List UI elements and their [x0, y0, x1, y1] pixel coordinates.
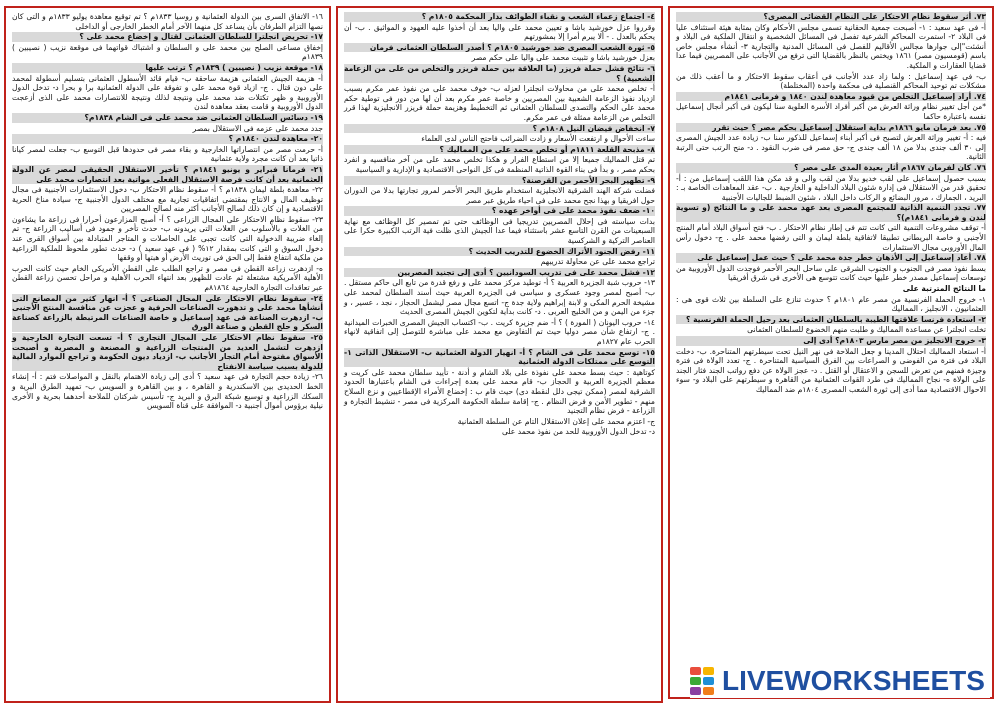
answer-text: تم قتل المماليك جميعا إلا من استطاع الفرار و هكذا تخلص محمد على من آخر منافسيه و انفرد بحكم مصر ، و بدأ فى بناء القوة الذاتية المنظمة فى كل النواحى الاقتصادية و الإدارية و السياسية [344, 155, 655, 174]
question-heading: ٢٠- معاهدة لندن ١٨٤٠م ؟ [12, 134, 323, 144]
question-heading: ١٥- توسع محمد على فى الشام ؟ أ- انهيار الدولة العثمانية ب- الاستقلال الذاتى ١- التوسع على ممتلكات الدولة العثمانية [344, 347, 655, 367]
question-heading: ٥- ثورة الشعب المصرى ضد خورشيد ١٨٠٥م ؟ أصدر السلطان العثمانى فرمان [344, 43, 655, 53]
answer-text: ٢٣- سقوط نظام الاحتكار على المجال الزراعى ؟ أ- أصبح المزارعون أحرارا فى زراعة ما يشاءون من الغلات و بالأسلوب من الغلات التى يريدونه ب- حدث تأخر و جمود فى أساليب الزراعة ج- تم إلغاء ضريبة الدخولية التى كانت تجبى على الحاصلات و المتاجر المتبادلة بين أسواق القرى عند دخول السوق و التى كانت بمقدار ١٢% ( فى عهد سعيد ) د- حدث تطور ملحوظ للملكية الزراعية من ملكية انتفاع فقط إلى الحق فى توريث الأرض أو هبتها أو وقفها [12, 214, 323, 263]
question-heading: ٨- مذبحة القلعة ١٨١١م أو تخلص محمد على من المماليك ؟ [344, 145, 655, 155]
liveworksheets-wordmark: LIVEWORKSHEETS [722, 665, 985, 696]
answer-text: ١- خروج الحملة الفرنسية من مصر عام ١٨٠١م ؟ حدوث تنازع على السلطة بين ثلاث قوى هى : العثمانيون ، الانجليز ، المماليك [676, 294, 986, 314]
section-heading: ما النتائج المترتبة على [902, 284, 986, 294]
question-heading: ١٩- دسائس السلطان العثمانى ضد محمد على فى الشام ١٨٣٨م؟ [12, 113, 323, 123]
answer-text: إخفاق مساعى الصلح بين محمد على و السلطان و اشتباك قواتهما فى موقعة نزيب ( نصيبين ) ١٨٣٩م [12, 42, 323, 62]
question-heading: ٧٥. بعد فرمان مايو ١٨٦٦م بداية استقلال إسماعيل بحكم مصر ؟ حيث تقرر [676, 123, 986, 133]
answer-text: بعزل خورشيد باشا و تثبيت محمد على واليا على حكم مصر [471, 53, 655, 63]
answer-text: د- تدخل الدول الأوروبية للحد من نفوذ محمد على [501, 427, 655, 437]
answer-text: ج- اعتزم محمد على إعلان الاستقلال التام عن السلطة العثمانية [457, 416, 655, 426]
question-heading: ٢٤- سقوط نظام الاحتكار على المجال الصناعى ؟ أ- انهار كثير من المصانع التى أنشأها محمد على و تدهورت الصناعات الحرفية و عجزت عن منافسة المنتج الأجنبى ب- ازدهرت الصناعة فى عهد إسماعيل و خاصة الصناعات المرتبطة بالزراعة كصناعة السكر و حلج القطن و صناعة الورق [12, 293, 323, 332]
question-heading: ١٠- ضعف نفوذ محمد على فى أواخر عهده ؟ [344, 206, 655, 216]
answer-text: فضلت شركة الهند الشرقية الانجليزية استخدام طريق البحر الأحمر لمرور تجارتها بدلا من الدوران حول افريقيا و بهذا نجح محمد على فى احياء طريق عبر مصر [344, 186, 655, 205]
answer-text: بدات سياسته فى إحلال المصريين تدريجيا فى الوظائف حتى تم تمصير كل الوظائف مع نهاية السبعينات من القرن التاسع عشر باستثناء فيما عدا الجيش الذى ظلت فية الرتب الكبيرة حكرا على العناصر التركية و الشركسية [344, 216, 655, 246]
answer-text: فيه : أ- تغيير وراثة العرش لتصبح فى أكبر أبناء إسماعيل للذكور سنا ب- زيادة عدد الجيش المصرى إلى ٣٠ ألف جندى بدلا من ١٨ ألف جندى ج- حق مصر فى ضرب النقود . د- منح الرتب حتى الرتبة الثانية. [676, 133, 986, 162]
liveworksheets-tiles-icon [690, 667, 716, 695]
question-heading: ١٨- موقعة نزيب ( نصيبين ) ١٨٣٩م ؟ ترتب عليها [12, 63, 323, 73]
answer-text: ه- ازدهرت زراعة القطن فى مصر و تراجع الطلب على القطن الأمريكى الخام حيث كانت الحرب الأهلية الأمريكية مشتعلة ثم عادت للظهور بعد انتهاء الحرب الأهلية و مراحل تحسن زراعة القطن عبر تعاقدات التجارة الخارجية ٨١٨٦٤م [12, 263, 323, 293]
answer-text: أ- استعاد المماليك احتلال المدينا و جعل الملاحة فى نهر النيل تحت سيطرتهم المتناحرة. ب- دخلت البلاد فى فترة من الفوضى و الصراعات بين الفرق السياسية المتناحرة . ج- تعدد الولاة فى فترة وجيزة فمنهم من تعرض للسجن و الاعتقال أو القتل . د- عجز الولاة عن دفع رواتب الجند فثار الجند على الولاة ه- نجاح المماليك فى طرد القوات العثمانية من القاهرة و سيطرتهم على البلاد و- سوء الاحوال الاقتصادية مما أدى إلى ثورة الشعب المصرى ١٨٠٤م ضد المماليك [676, 346, 986, 394]
liveworksheets-logo [690, 664, 990, 698]
answer-text: تخلت انجلترا عن مساعدة المماليك و طلبت منهم الخضوع للسلطان العثمانى [747, 325, 986, 335]
answer-text: ١٣- حروب شبة الجزيرة العربية ؟ أ- توطيد مركز محمد على و رفع قدرة من تابع الى حاكم مستقل . ب- أصبح لمصر وجود عسكرى و سياسى فى الجزيرة العربية حيث أسند السلطان لمحمد على مشيخة الحرم المكى و لابنة إبراهيم ولاية جدة ج- اتسع مجال مصر ليشمل الحجاز ، نجد ، عسير ، و جزء من اليمن و من الخليج العربى . د- كانت بداية لتكوين الجيش المصرى الحديث [344, 278, 655, 317]
question-heading: ٤- اجتماع زعماء الشعب و نقباء الطوائف بدار المحكمة ١٨٠٥م ؟ [344, 12, 655, 22]
question-heading: ١٢- فشل محمد على فى تدريب السودانيين ؟ أدى إلى تجنيد المصريين [344, 268, 655, 278]
question-heading: ٧٧. تجدد التنمية الذاتية للمجتمع المصرى بعد عهد محمد على و ما النتائج (و تسوية لندن و فرمانى ١٨٤١م)؟ [676, 203, 986, 222]
question-heading: ٧٦. كان لفرمان ١٨٦٧م أثار بعيدة المدى على مصر ؟ [676, 163, 986, 173]
answer-text: أ- تخلص محمد على من محاولات انجلترا لعزله ب- خوف محمد على من نفوذ عمر مكرم بسبب ازدياد نفوذ الزعامة الشعبية بين المصريين و خاصة عمر مكرم بعد أن لها من دور فى توطية حكم محمد على الحكم والتصدى للسلطان العثمانى ثم التخطيط وهزيمة حملة فريزر الانجليزية لهذا قرر التخلص من الزعامة ممثلة فى عمر مكرم. [344, 84, 655, 122]
answer-text: ب- فى عهد إسماعيل : ولما زاد عدد الأجانب فى أعقاب سقوط الاحتكار و ما أعقب ذلك من مشكلات تم توحيد المحاكم القنصلية فى محكمة واحدة (المختلطة) [676, 71, 986, 91]
question-heading: ٧٨. أعاد إسماعيل إلى الأذهان خطر جدة محمد على ؟ حيث عمل إسماعيل على [676, 253, 986, 263]
answer-text: جدد محمد على عزمه فى الاستقلال بمصر [192, 123, 323, 133]
column-right [668, 6, 994, 699]
answer-text: *من أجل تغيير نظام وراثة العرش من أكبر أفراد الأسرة العلوية سنا ليكون فى أكبر أنجال إسماعيل نفسه باعتبارة حاكما [676, 102, 986, 121]
answer-text: بسبب حصول إسماعيل على لقب خديو بدلا من لقب والى و قد مكن هذا اللقب إسماعيل من : أ- تحقيق قدر من الاستقلال فى إدارة شئون البلاد الداخلية و الخارجية . ب- عقد المعاهدات الخاصة بـ : البريد ، الجمارك ، مرور البضائع و الركاب داخل البلاد ، شئون الضبط للجاليات الأجنبية [676, 173, 986, 202]
answer-text: ١٦- الاتفاق السرى بين الدولة العثمانية و روسيا ١٨٣٣م ؟ تم توقيع معاهدة يوليو ١٨٣٣م و التى كان نصها التزام الطرفان بأن يساعد كل منهما الآخر أمام الخطر الخارجى أو الداخلى [12, 12, 323, 31]
question-heading: ٧- انخفاض فيضان النيل ١٨٠٨م ؟ [344, 124, 655, 134]
answer-text: أ- حرمت مصر من انتصاراتها الخارجية و بقاء مصر فى حدودها قبل التوسع ب- جعلت لمصر كيانا ذاتيا بعد أن كانت مجرد ولاية عثمانية [12, 144, 323, 164]
question-heading: ٦- نتائج فشل حملة فريزر (ما العلاقة بين حملة فريزر والتخلص من على من الزعامة الشعبية) ؟ [344, 63, 655, 83]
answer-text: أ- فى عهد سعيد : ١- أصبحت جمعية الحقانية تسمى مجلس الأحكام وكان بمثابة هيئة استئناف عليا فى البلاد ٢- استمرت المحاكم الشرعية تفصل فى المسائل الشخصية و انتقال الملكية فى البلاد و أنشئت"إلى جوارها مجالس الأقاليم للفصل فى المسائل المدنية والتجارية ٣- أنشأء مجلس خاص باسم (قومسيون مصر) ١٨٦١ ويختص بالنظر بالقضايا التى ترفع من الأجانب على المصريين فيما عدا قضايا العقارات و الملكية. [676, 22, 986, 70]
answer-text: ٢٦- زيادة حجم التجارة فى عهد سعيد ؟ أدى إلى زيادة الاهتمام بالنقل و المواصلات فتم : أ- إنشاء الخط الحديدى بين الاسكندرية و القاهرة ، و بين القاهرة و السويس ب- تمهيد الطرق البرية و السكك الزراعية و توسيع شبكة البرق و البريد ج- تأسيس شركتان للملاحة أحدهما بحرية و الأخرى نيلية برؤوس أموال أجنبية د- الموافقة على قناة السويس [12, 372, 323, 411]
answer-text: أ- توقف مشروعات التنمية التى كانت تتم فى إطار نظام الاحتكار . ب- فتح أسواق البلاد أمام المنتج الأجنبى و خاصة البريطانى تطبيقا لاتفاقية بلطة ليمان و التى رفضها محمد على . ج- دخول رأس المال الأوروبى مجال الاستثمارات [676, 223, 986, 252]
column-left [4, 6, 331, 703]
question-heading: ٢١- فرمانا فبراير و يونيو ١٨٤١م ؟ تأخير الاستقلال الحقيقى لمصر عن الدولة العثمانية بعد أن كانت فرصة الاستقلال الفعلى مواتية بعد انتصارات محمد على [12, 164, 324, 184]
question-heading: ٧٤. أراد إسماعيل التخلص من قيود معاهدة لندن ١٨٤٠ و فرمانى ١٨٤١م [676, 92, 986, 102]
question-heading: ١٧- تحريض انجلترا للسلطان العثمانى لقتال و إخضاع محمد على ؟ [12, 32, 323, 42]
question-heading: ١١- رفض الجنود الأتراك الخضوع للتدريب الحديث ؟ [344, 247, 655, 257]
answer-text: كوتاهية : حيث بسط محمد على نفوذة على بلاد الشام و أدنة - تأييد سلطان محمد على كريت و معظم الجزيرة العربية و الحجاز ب- قام محمد على بعدة إجراءات فى الشام باعتبارها الحدود الشرقية لمصر (ممكن تيجى دلل لنقطة دى) حيث قام ب : إخضاع الأمراء الإقطاعيين و نزع السلاح منهم - تطوير الأمن و فرض النظام . ج- إقامة سلطة الحكومة المركزية فى مصر - تنشيط التجارة و الزراعة - فرض نظام التجنيد [344, 367, 655, 416]
answer-text: أ- هزيمة الجيش العثمانى هزيمة ساحقة ب- قيام قائد الأسطول العثمانى بتسليم أسطولة لمحمد على دون قتال . ج- ازياد قوة محمد على و تفوقة على الدولة العثمانية برا و بحرا د- تدخل الدول الأوروبية و ظهر تكتلات ضد محمد على ونتيجة لذلك ونتيجة للانتصارات محمد على الذى أزعجت الدول الأوروبية و قامت بعقد معاهدة لندن [12, 73, 323, 112]
question-heading: ٩- تطهير البحر الأحمر من القرصنة؟ [344, 176, 655, 186]
answer-text: ساءت الأحوال و ارتفعت الأسعار و زادت الضرائب فاحتج الناس لدى العلماء [421, 134, 655, 144]
question-heading: ٢٥- سقوط نظام الاحتكار على المجال التجارى ؟ أ- تسعت التجارة الخارجية و ازدهرت لتشمل العديد من المنتجات الزراعية و المصنعة و المصرية و أصبحت الأسواق مفتوحة أمام التجار الأجانب ب- ازدياد ديون الحكومة و تراجع الموارد المالية للدولة بسبب سياسة الانفتاح [12, 333, 323, 371]
question-heading: ٧٣. أثر سقوط نظام الاحتكار على النظام القضائى المصرى؟ [676, 12, 986, 22]
answer-text: وقرروا عزل خورشيد باشا و تعيين محمد على واليا بعد أن أخذوا عليه العهود و المواثيق . ب- أن يحكم بالعدل . - ألا يبرم أمرا إلا بمشورتهم [344, 22, 655, 42]
answer-text: تراجع محمد على عن محاولة تدريبهم [540, 257, 655, 267]
column-middle [336, 6, 663, 703]
answer-text: بسط نفوذ مصر فى الجنوب و الجنوب الشرقى على ساحل البحر الأحمر فوجدت الدول الأوروبية من توسعات إسماعيل مصدر خطر عليها حيث كانت تتوسع هى الأخرى فى شرق أفريقيا [676, 263, 986, 283]
question-heading: ٣- خروج الانجليز من مصر مارس ١٨٠٣م؟ أدى إلى [676, 336, 986, 346]
question-heading: ٢- استعادة فرنسا علاقتها الطيبة بالسلطان العثمانى بعد رحيل الحملة الفرنسية ؟ [676, 315, 986, 325]
answer-text: ٢٢- معاهدة بلطة ليمان ١٨٣٨م ؟ أ- سقوط نظام الاحتكار ب- دخول الاستثمارات الأجنبية فى مجال توظيف المال و الانتاج بمقتضى اتفاقيات تجارية مع مختلف الدول الأجنبية ج- سيادة مناخ الحرية الاقتصادية و إن كان ذلك لصالح الأجانب أكثر منه لصالح المصريين [12, 185, 323, 214]
answer-text: ١٤- حروب اليونان ( المورة ) ؟ أ- ضم جزيرة كريت . ب- اكتساب الجيش المصرى الخبرات الميدانية . ج- ارتفاع شأن مصر دوليا حيث تم التفاوض مع محمد على مباشرة للتوصل إلى اتفاقية لانهاء الحرب عام ١٨٢٧م [344, 317, 655, 346]
